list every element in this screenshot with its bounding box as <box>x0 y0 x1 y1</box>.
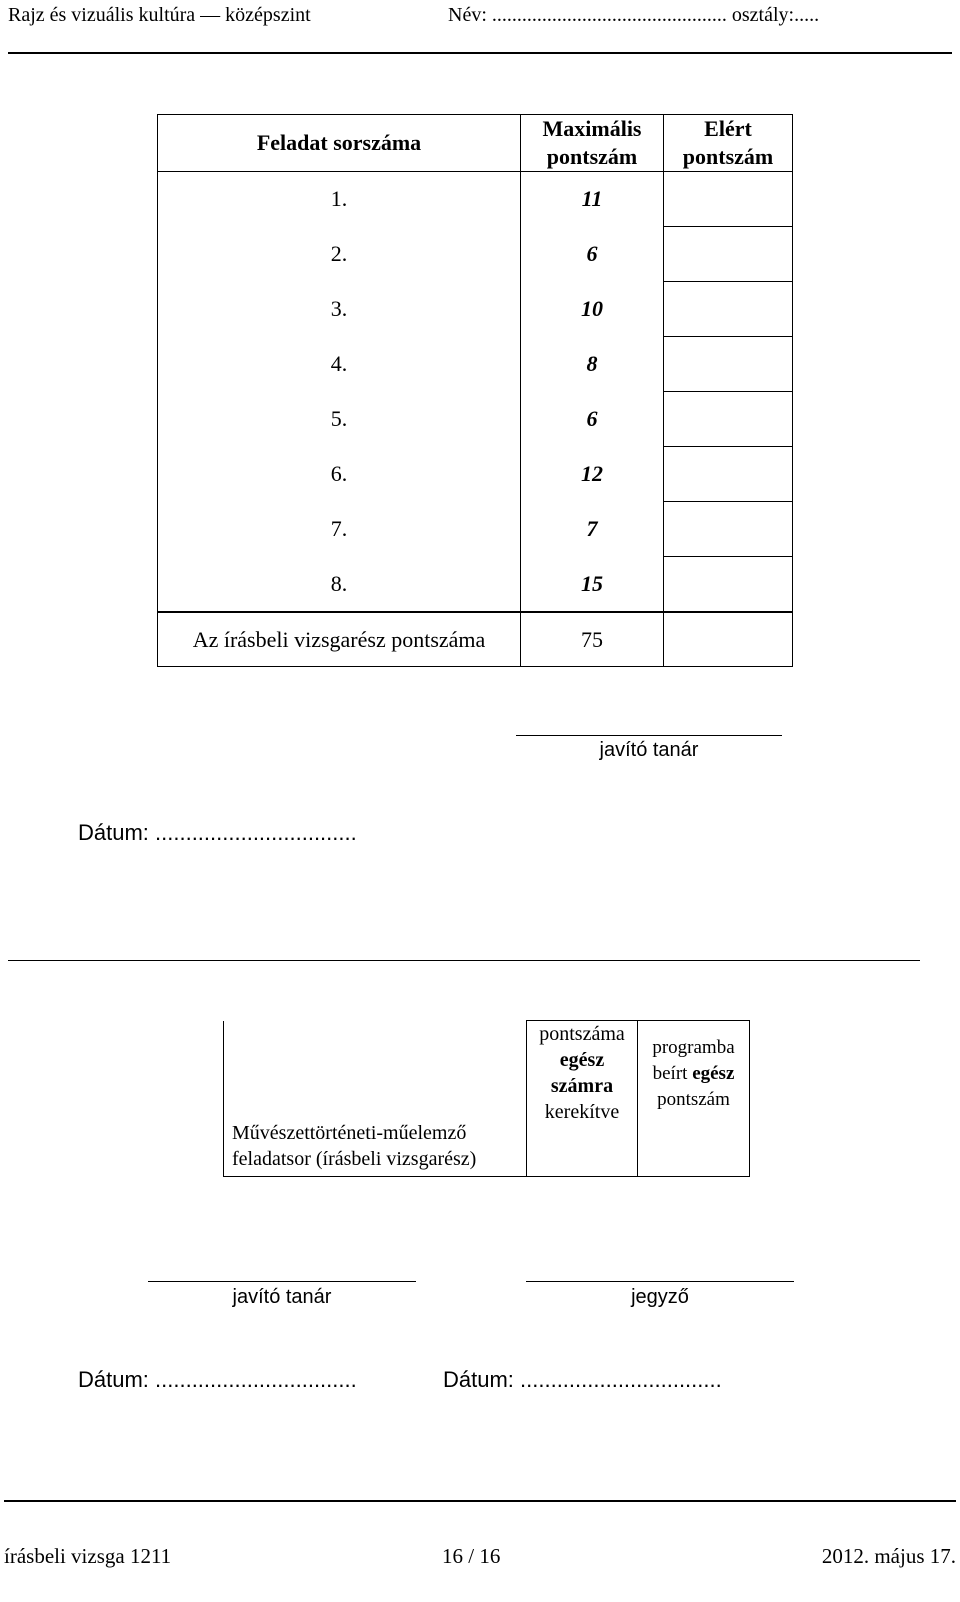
date-field: Dátum: ................................. <box>78 1367 357 1392</box>
max-points: 6 <box>521 392 664 447</box>
achieved-points-cell[interactable] <box>664 337 793 392</box>
signature-label-teacher: javító tanár <box>232 1286 332 1308</box>
table-row <box>158 447 793 502</box>
page-number: 16 / 16 <box>442 1544 501 1568</box>
max-points: 10 <box>521 282 664 337</box>
section-label-line2: feladatsor (írásbeli vizsgarész) <box>232 1147 477 1170</box>
task-number: 3. <box>158 282 521 337</box>
signature-label-teacher: javító tanár <box>599 739 699 761</box>
header-title: Rajz és vizuális kultúra — középszint <box>8 4 311 26</box>
task-number: 7. <box>158 502 521 557</box>
task-number: 4. <box>158 337 521 392</box>
table-row <box>158 172 793 227</box>
page-header <box>8 0 952 54</box>
col-achieved-points-header: Elért pontszám <box>664 115 793 172</box>
achieved-points-cell[interactable] <box>664 557 793 613</box>
score-table-header <box>158 115 793 172</box>
table-row <box>158 557 793 613</box>
total-row <box>158 612 793 667</box>
col-max-points-header: Maximális pontszám <box>521 115 664 172</box>
page-footer <box>4 1500 956 1602</box>
achieved-points-cell[interactable] <box>664 172 793 227</box>
footer-exam-id: írásbeli vizsga 1211 <box>4 1544 172 1568</box>
date-field: Dátum: ................................. <box>443 1367 722 1392</box>
footer-date: 2012. május 17. <box>821 1544 956 1568</box>
achieved-points-cell[interactable] <box>664 447 793 502</box>
header-name-field: Név: ............................................... osztály:..... <box>448 4 820 26</box>
max-points: 6 <box>521 227 664 282</box>
score-table <box>157 114 793 667</box>
total-max-points: 75 <box>521 612 664 667</box>
task-number: 1. <box>158 172 521 227</box>
max-points: 15 <box>521 557 664 613</box>
task-number: 8. <box>158 557 521 613</box>
max-points: 8 <box>521 337 664 392</box>
achieved-points-cell[interactable] <box>664 502 793 557</box>
section-label-line1: Művészettörténeti-műelemző <box>232 1121 467 1144</box>
max-points: 7 <box>521 502 664 557</box>
task-number: 2. <box>158 227 521 282</box>
program-score-cell[interactable]: programba beírt egész pontszám <box>638 1021 750 1177</box>
col-task-number-header: Feladat sorszáma <box>158 115 521 172</box>
table-row <box>158 502 793 557</box>
table-row <box>158 227 793 282</box>
achieved-points-cell[interactable] <box>664 392 793 447</box>
date-field: Dátum: ................................. <box>78 820 357 845</box>
max-points: 12 <box>521 447 664 502</box>
table-row <box>158 337 793 392</box>
signature-line <box>516 735 782 736</box>
total-label: Az írásbeli vizsgarész pontszáma <box>158 612 521 667</box>
task-number: 6. <box>158 447 521 502</box>
achieved-points-cell[interactable] <box>664 282 793 337</box>
table-row <box>158 392 793 447</box>
total-achieved-points-cell[interactable] <box>664 612 793 667</box>
signature-line <box>148 1281 416 1282</box>
max-points: 11 <box>521 172 664 227</box>
rounded-score-cell[interactable]: pontszáma egész számra kerekítve <box>527 1021 638 1177</box>
table-row <box>158 282 793 337</box>
signature-line <box>526 1281 794 1282</box>
signature-label-notary: jegyző <box>631 1286 689 1308</box>
task-number: 5. <box>158 392 521 447</box>
section-label-cell <box>224 1021 527 1177</box>
achieved-points-cell[interactable] <box>664 227 793 282</box>
final-score-table <box>223 1020 750 1177</box>
section-divider <box>8 960 920 961</box>
